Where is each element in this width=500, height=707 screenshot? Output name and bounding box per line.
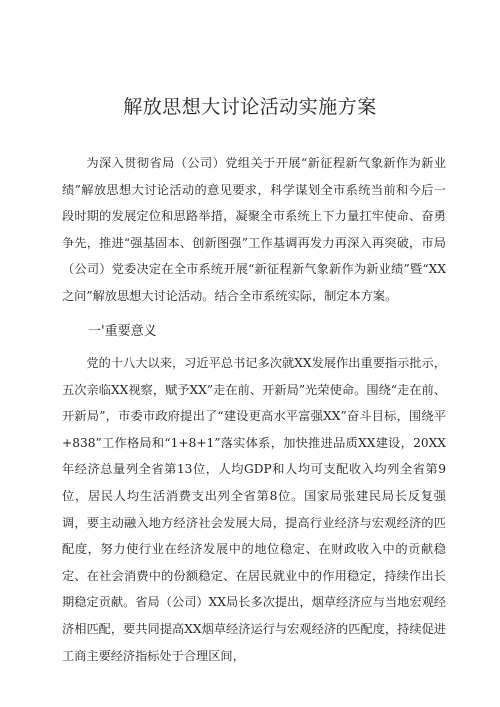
intro-paragraph: 为深入贯彻省局（公司）党组关于开展“新征程新气象新作为新业绩”解放思想大讨论活动的意见要求，科学谋划全市系统当前和今后一段时期的发展定位和思路举措，凝聚全市系统上下力量扛牢使命、奋勇争先，推进“强基固本、创新图强”工作基调再发力再深入再突破，市局（公司）党委决定在全市系统开展“新征程新气象新作为新业绩”暨“XX之问”解放思想大讨论活动。结合全市系统实际，制定本方案。: [62, 156, 446, 303]
section-1-paragraph: 党的十八大以来，习近平总书记多次就XX发展作出重要指示批示，五次亲临XX视察，赋予XX”走在前、开新局”光荣使命。围绕“走在前、开新局”，市委市政府提出了“建设更高水平富强XX”奋斗目标，围绕平+838”工作格局和“1+8+1”落实体系，加快推进品质XX建设，20XX年经济总量列全省第13位，人均GDP和人均可支配收入均列全省第9位，居民人均生活消费支出列全省第8位。国家局张建民局长反复强调，要主动融入地方经济社会发展大局，提高行业经济与宏观经济的匹配度，努力使行业在经济发展中的地位稳定、在财政收入中的贡献稳定、在社会消费中的份额稳定、在居民就业中的作用稳定，持续作出长期稳定贡献。省局（公司）XX局长多次提出，烟草经济应与当地宏观经济相匹配，要共同提高XX烟草经济运行与宏观经济的匹配度，持续促进工商主要经济指标处于合理区间，: [62, 356, 446, 663]
document-title: 解放思想大讨论活动实施方案: [123, 96, 377, 118]
section-heading-significance: 一'重要意义: [88, 324, 157, 339]
